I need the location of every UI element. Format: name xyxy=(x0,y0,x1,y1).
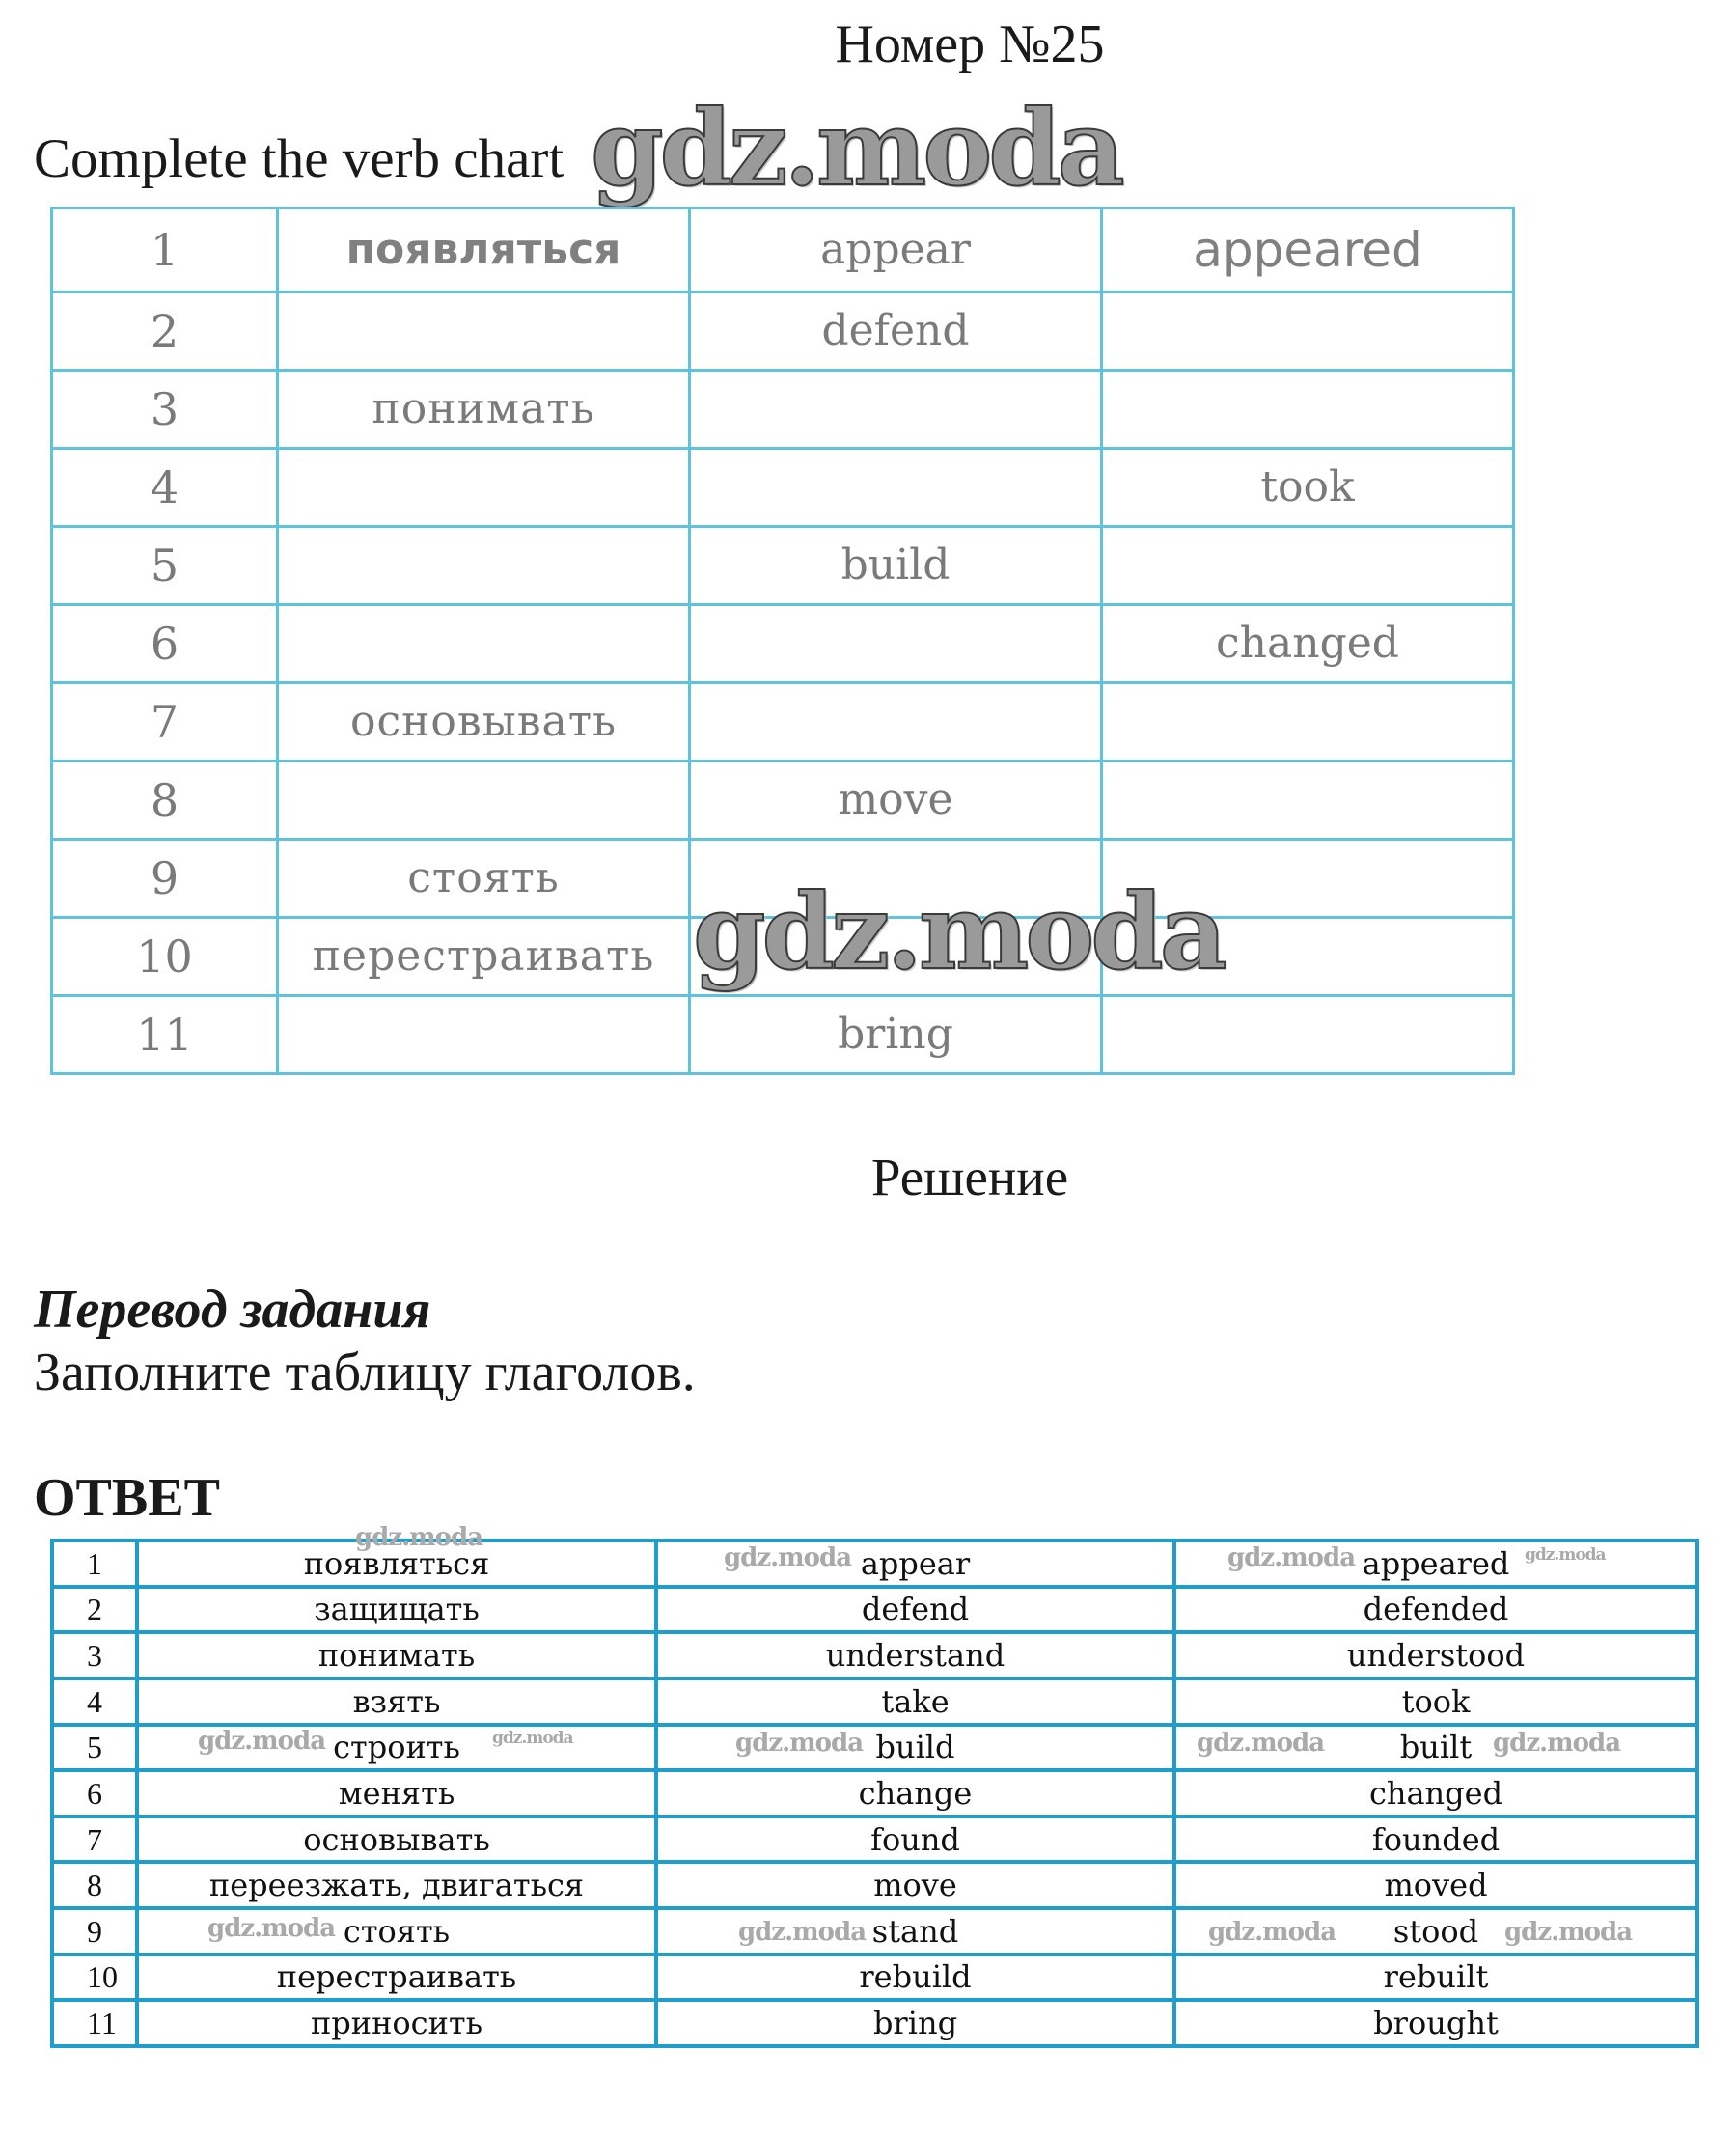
infinitive-cell xyxy=(690,682,1102,761)
russian-cell: основывать xyxy=(278,682,690,761)
russian-cell xyxy=(278,761,690,839)
past-cell: moved xyxy=(1174,1862,1697,1908)
infinitive-cell: appear xyxy=(690,208,1102,292)
translation-heading: Перевод задания xyxy=(34,1280,431,1340)
table-row xyxy=(52,1770,1697,1816)
past-cell xyxy=(1102,761,1514,839)
past-cell: appeared xyxy=(1102,208,1514,292)
table-row xyxy=(52,448,1514,526)
table-row xyxy=(52,526,1514,604)
row-number: 2 xyxy=(52,1587,137,1633)
past-cell: took xyxy=(1102,448,1514,526)
table-row xyxy=(52,2000,1697,2046)
past-cell xyxy=(1102,370,1514,448)
answer-heading: ОТВЕТ xyxy=(34,1468,220,1528)
russian-cell: стоять xyxy=(278,839,690,917)
russian-cell: понимать xyxy=(278,370,690,448)
infinitive-cell xyxy=(690,370,1102,448)
row-number: 3 xyxy=(52,370,278,448)
past-cell xyxy=(1102,526,1514,604)
infinitive-cell: appear xyxy=(656,1540,1174,1587)
table-row xyxy=(52,1862,1697,1908)
row-number: 2 xyxy=(52,291,278,370)
past-cell: founded xyxy=(1174,1816,1697,1863)
table-row xyxy=(52,1540,1697,1587)
task-prompt: Complete the verb chart xyxy=(34,128,565,189)
infinitive-cell: build xyxy=(690,526,1102,604)
russian-cell: перестраивать xyxy=(137,1955,656,2001)
infinitive-cell: understand xyxy=(656,1632,1174,1678)
russian-cell xyxy=(278,995,690,1073)
row-number: 10 xyxy=(52,1955,137,2001)
watermark-small: gdz.moda xyxy=(198,1727,326,1756)
past-cell: took xyxy=(1174,1678,1697,1725)
russian-cell: появляться xyxy=(137,1540,656,1587)
table-row xyxy=(52,370,1514,448)
watermark-small: gdz.moda xyxy=(492,1729,573,1748)
infinitive-cell: move xyxy=(656,1862,1174,1908)
infinitive-cell: found xyxy=(656,1816,1174,1863)
russian-cell: защищать xyxy=(137,1587,656,1633)
past-cell xyxy=(1102,291,1514,370)
russian-cell: взять xyxy=(137,1678,656,1725)
table-row xyxy=(52,604,1514,682)
watermark-small: gdz.moda xyxy=(1208,1918,1336,1947)
past-cell: understood xyxy=(1174,1632,1697,1678)
past-cell xyxy=(1102,682,1514,761)
row-number: 11 xyxy=(52,2000,137,2046)
page-title: Номер №25 xyxy=(835,14,1105,74)
watermark-small: gdz.moda xyxy=(724,1543,852,1572)
row-number: 3 xyxy=(52,1632,137,1678)
watermark-small: gdz.moda xyxy=(1197,1729,1325,1758)
row-number: 9 xyxy=(52,839,278,917)
watermark-small: gdz.moda xyxy=(355,1523,483,1552)
russian-cell xyxy=(278,448,690,526)
russian-cell: основывать xyxy=(137,1816,656,1863)
past-cell: brought xyxy=(1174,2000,1697,2046)
infinitive-cell: defend xyxy=(690,291,1102,370)
table-row xyxy=(52,291,1514,370)
russian-cell: перестраивать xyxy=(278,917,690,995)
answer-verb-table xyxy=(50,1539,1699,2048)
past-cell: stood xyxy=(1174,1908,1697,1955)
row-number: 10 xyxy=(52,917,278,995)
table-row xyxy=(52,1632,1697,1678)
row-number: 5 xyxy=(52,526,278,604)
watermark-small: gdz.moda xyxy=(1227,1543,1356,1572)
infinitive-cell xyxy=(690,604,1102,682)
table-row xyxy=(52,1816,1697,1863)
infinitive-cell: move xyxy=(690,761,1102,839)
watermark-logo: gdz.moda xyxy=(693,872,1224,993)
table-row xyxy=(52,1678,1697,1725)
row-number: 8 xyxy=(52,1862,137,1908)
infinitive-cell: stand xyxy=(656,1908,1174,1955)
russian-cell: появляться xyxy=(278,208,690,292)
infinitive-cell: build xyxy=(656,1725,1174,1771)
infinitive-cell: bring xyxy=(656,2000,1174,2046)
russian-cell xyxy=(278,526,690,604)
past-cell: changed xyxy=(1174,1770,1697,1816)
row-number: 5 xyxy=(52,1725,137,1771)
row-number: 6 xyxy=(52,1770,137,1816)
row-number: 11 xyxy=(52,995,278,1073)
watermark-small: gdz.moda xyxy=(1525,1545,1606,1565)
past-cell: defended xyxy=(1174,1587,1697,1633)
infinitive-cell xyxy=(690,448,1102,526)
infinitive-cell: take xyxy=(656,1678,1174,1725)
past-cell: changed xyxy=(1102,604,1514,682)
solution-label: Решение xyxy=(870,1148,1069,1206)
row-number: 4 xyxy=(52,1678,137,1725)
russian-cell xyxy=(278,291,690,370)
infinitive-cell: rebuild xyxy=(656,1955,1174,2001)
watermark-small: gdz.moda xyxy=(1493,1729,1621,1758)
row-number: 1 xyxy=(52,208,278,292)
russian-cell: приносить xyxy=(137,2000,656,2046)
table-row xyxy=(52,761,1514,839)
table-row xyxy=(52,682,1514,761)
russian-cell: менять xyxy=(137,1770,656,1816)
row-number: 7 xyxy=(52,1816,137,1863)
watermark-small: gdz.moda xyxy=(738,1918,867,1947)
watermark-small: gdz.moda xyxy=(735,1729,864,1758)
russian-cell: переезжать, двигаться xyxy=(137,1862,656,1908)
row-number: 9 xyxy=(52,1908,137,1955)
watermark-logo: gdz.moda xyxy=(591,88,1121,209)
row-number: 7 xyxy=(52,682,278,761)
russian-cell: стоять xyxy=(137,1908,656,1955)
past-cell: built xyxy=(1174,1725,1697,1771)
table-row xyxy=(52,1955,1697,2001)
row-number: 8 xyxy=(52,761,278,839)
row-number: 6 xyxy=(52,604,278,682)
watermark-small: gdz.moda xyxy=(1504,1918,1633,1947)
russian-cell xyxy=(278,604,690,682)
past-cell: rebuilt xyxy=(1174,1955,1697,2001)
table-row xyxy=(52,1587,1697,1633)
translation-text: Заполните таблицу глаголов. xyxy=(34,1343,696,1402)
russian-cell: понимать xyxy=(137,1632,656,1678)
infinitive-cell: change xyxy=(656,1770,1174,1816)
watermark-small: gdz.moda xyxy=(207,1914,336,1943)
past-cell: appeared xyxy=(1174,1540,1697,1587)
past-cell xyxy=(1102,995,1514,1073)
table-row xyxy=(52,995,1514,1073)
infinitive-cell: bring xyxy=(690,995,1102,1073)
table-row xyxy=(52,208,1514,292)
row-number: 1 xyxy=(52,1540,137,1587)
row-number: 4 xyxy=(52,448,278,526)
infinitive-cell: defend xyxy=(656,1587,1174,1633)
russian-cell: строить xyxy=(137,1725,656,1771)
